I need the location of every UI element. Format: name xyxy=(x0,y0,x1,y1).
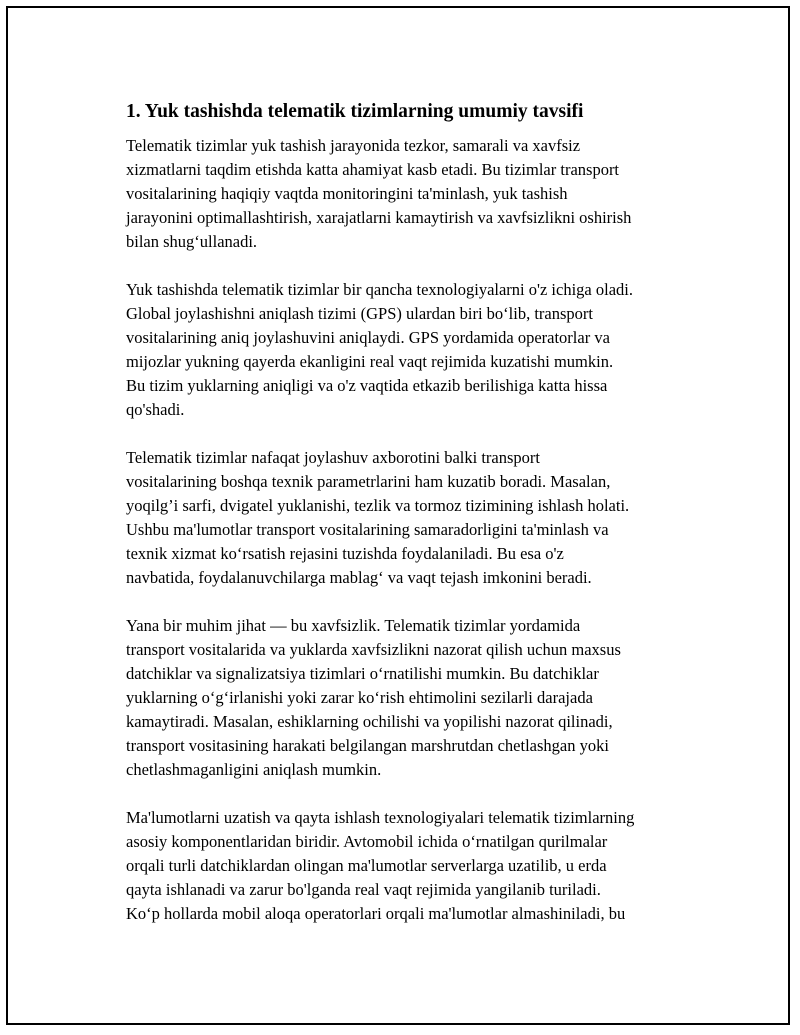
paragraph-line: Ma'lumotlarni uzatish va qayta ishlash texnologiyalari telematik tizimlarning xyxy=(126,808,635,827)
paragraph-line: orqali turli datchiklardan olingan ma'lumotlar serverlarga uzatilib, u erda xyxy=(126,856,607,875)
paragraph xyxy=(126,134,701,254)
paragraph-line: transport vositalarida va yuklarda xavfsizlikni nazorat qilish uchun maxsus xyxy=(126,640,621,659)
paragraph-line: Ushbu ma'lumotlar transport vositalarining samaradorligini ta'minlash va xyxy=(126,520,609,539)
paragraph-line: asosiy komponentlaridan biridir. Avtomobil ichida o‘rnatilgan qurilmalar xyxy=(126,832,608,851)
paragraph-line: xizmatlarni taqdim etishda katta ahamiyat kasb etadi. Bu tizimlar transport xyxy=(126,160,620,179)
paragraph-line: kamaytiradi. Masalan, eshiklarning ochilishi va yopilishi nazorat qilinadi, xyxy=(126,712,613,731)
paragraph-line: mijozlar yukning qayerda ekanligini real vaqt rejimida kuzatishi mumkin. xyxy=(126,352,614,371)
paragraph-line: datchiklar va signalizatsiya tizimlari o‘rnatilishi mumkin. Bu datchiklar xyxy=(126,664,599,683)
paragraph xyxy=(126,806,701,926)
paragraph-line: qo'shadi. xyxy=(126,400,185,419)
paragraph-line: vositalarining boshqa texnik parametrlarini ham kuzatib boradi. Masalan, xyxy=(126,472,611,491)
paragraph-line: Global joylashishni aniqlash tizimi (GPS) ulardan biri bo‘lib, transport xyxy=(126,304,593,323)
paragraph-line: vositalarining haqiqiy vaqtda monitoringini ta'minlash, yuk tashish xyxy=(126,184,568,203)
document-body xyxy=(126,100,701,950)
paragraph-line: vositalarining aniq joylashuvini aniqlaydi. GPS yordamida operatorlar va xyxy=(126,328,610,347)
paragraph-line: yoqilg’i sarfi, dvigatel yuklanishi, tezlik va tormoz tizimining ishlash holati. xyxy=(126,496,630,515)
paragraph-line: bilan shug‘ullanadi. xyxy=(126,232,258,251)
page-border xyxy=(6,6,790,1025)
paragraph-container xyxy=(126,134,701,926)
paragraph-line: Ko‘p hollarda mobil aloqa operatorlari orqali ma'lumotlar almashiniladi, bu xyxy=(126,904,626,923)
paragraph-line: texnik xizmat ko‘rsatish rejasini tuzishda foydalaniladi. Bu esa o'z xyxy=(126,544,564,563)
section-heading: 1. Yuk tashishda telematik tizimlarning umumiy tavsifi xyxy=(126,101,584,122)
paragraph-line: Yana bir muhim jihat — bu xavfsizlik. Telematik tizimlar yordamida xyxy=(126,616,581,635)
paragraph-line: transport vositasining harakati belgilangan marshrutdan chetlashgan yoki xyxy=(126,736,609,755)
paragraph-line: qayta ishlanadi va zarur bo'lganda real vaqt rejimida yangilanib turiladi. xyxy=(126,880,601,899)
paragraph-line: yuklarning o‘g‘irlanishi yoki zarar ko‘rish ehtimolini sezilarli darajada xyxy=(126,688,593,707)
paragraph-line: navbatida, foydalanuvchilarga mablag‘ va vaqt tejash imkonini beradi. xyxy=(126,568,592,587)
paragraph-line: Telematik tizimlar nafaqat joylashuv axborotini balki transport xyxy=(126,448,540,467)
paragraph xyxy=(126,278,701,422)
paragraph-line: Bu tizim yuklarning aniqligi va o'z vaqtida etkazib berilishiga katta hissa xyxy=(126,376,608,395)
paragraph-line: Yuk tashishda telematik tizimlar bir qancha texnologiyalarni o'z ichiga oladi. xyxy=(126,280,633,299)
paragraph-line: Telematik tizimlar yuk tashish jarayonida tezkor, samarali va xavfsiz xyxy=(126,136,581,155)
paragraph xyxy=(126,446,701,590)
paragraph-line: chetlashmaganligini aniqlash mumkin. xyxy=(126,760,382,779)
paragraph xyxy=(126,614,701,782)
paragraph-line: jarayonini optimallashtirish, xarajatlarni kamaytirish va xavfsizlikni oshirish xyxy=(126,208,632,227)
